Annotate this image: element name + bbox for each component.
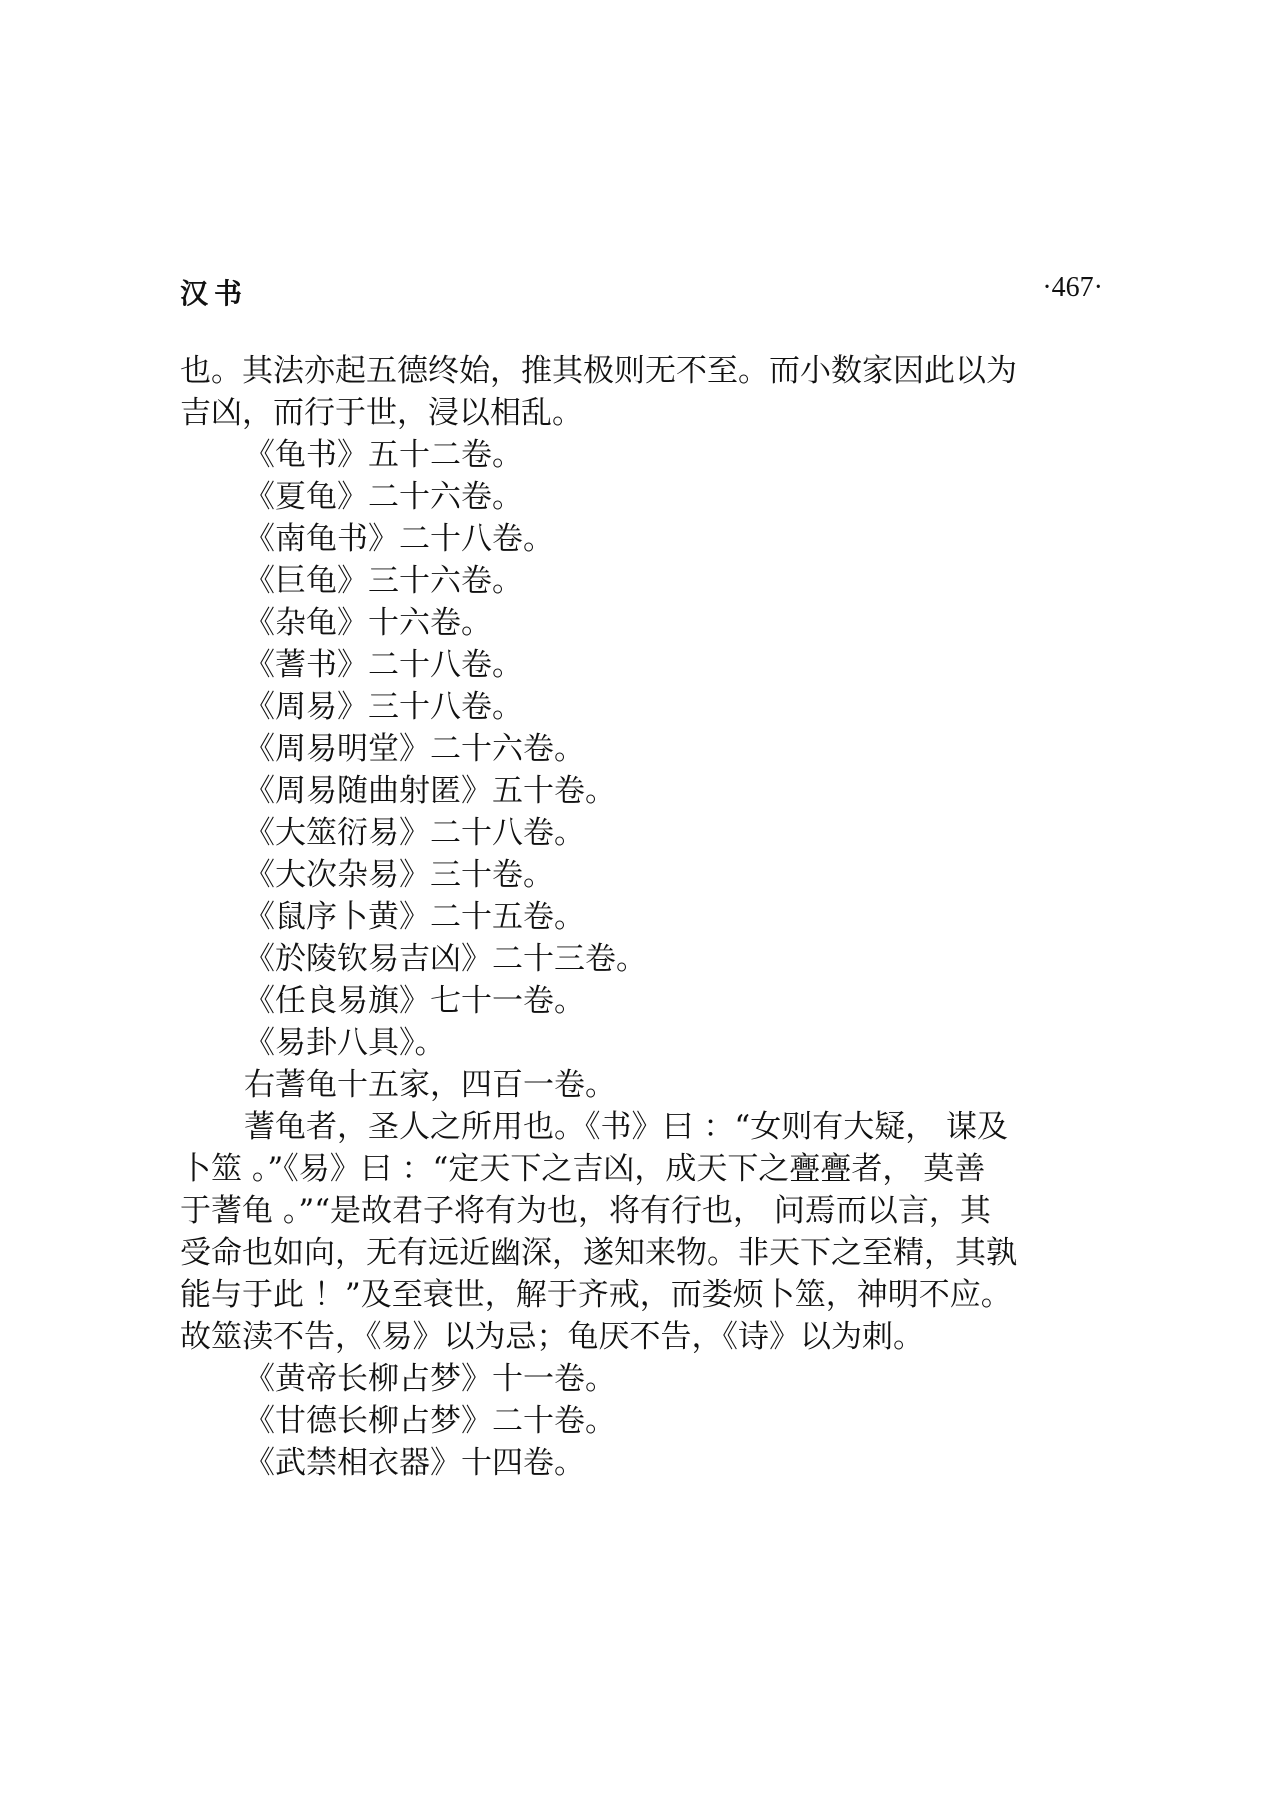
- text-line: 《於陵钦易吉凶》二十三卷。: [244, 941, 647, 977]
- text-line: 吉凶，而行于世，浸以相乱。: [180, 395, 583, 431]
- text-line: 《周易明堂》二十六卷。: [244, 731, 585, 767]
- text-line: 《任良易旗》七十一卷。: [244, 983, 585, 1019]
- text-line: 蓍龟者，圣人之所用也。《书》曰 ：“女则有大疑， 谋及: [244, 1109, 1009, 1145]
- text-line: 故筮渎不告，《易》以为忌；龟厌不告，《诗》以为刺。: [180, 1319, 924, 1355]
- text-line: 受命也如向，无有远近幽深，遂知来物。非天下之至精，其孰: [180, 1235, 1017, 1271]
- text-line: 《杂龟》十六卷。: [244, 605, 492, 641]
- text-line: 《蓍书》二十八卷。: [244, 647, 523, 683]
- text-line: 于蓍龟 。”“是故君子将有为也，将有行也， 问焉而以言，其: [180, 1193, 991, 1229]
- page-number: ·467·: [1042, 272, 1103, 303]
- text-line: 《大次杂易》三十卷。: [244, 857, 554, 893]
- text-line: 《大筮衍易》二十八卷。: [244, 815, 585, 851]
- text-line: 《周易》三十八卷。: [244, 689, 523, 725]
- text-line: 《夏龟》二十六卷。: [244, 479, 523, 515]
- page-body: [180, 350, 1070, 1484]
- text-line: 《龟书》五十二卷。: [244, 437, 523, 473]
- book-title: 汉书: [180, 277, 249, 310]
- text-line: 卜筮 。”《易》曰 ：“定天下之吉凶，成天下之亹亹者， 莫善: [180, 1151, 986, 1187]
- text-line: 《鼠序卜黄》二十五卷。: [244, 899, 585, 935]
- text-line: 也。其法亦起五德终始，推其极则无不至。而小数家因此以为: [180, 353, 1017, 389]
- text-line: 右蓍龟十五家，四百一卷。: [244, 1067, 616, 1103]
- text-line: 《甘德长柳占梦》二十卷。: [244, 1403, 616, 1439]
- text-line: 《周易随曲射匿》五十卷。: [244, 773, 616, 809]
- page-header: [180, 272, 1103, 312]
- text-line: 《武禁相衣器》十四卷。: [244, 1445, 585, 1481]
- text-line: 《易卦八具》。: [244, 1025, 446, 1061]
- text-line: 《黄帝长柳占梦》十一卷。: [244, 1361, 616, 1397]
- text-line: 《南龟书》二十八卷。: [244, 521, 554, 557]
- text-line: 《巨龟》三十六卷。: [244, 563, 523, 599]
- text-line: 能与于此 ！”及至衰世，解于齐戒，而娄烦卜筮，神明不应。: [180, 1277, 1012, 1313]
